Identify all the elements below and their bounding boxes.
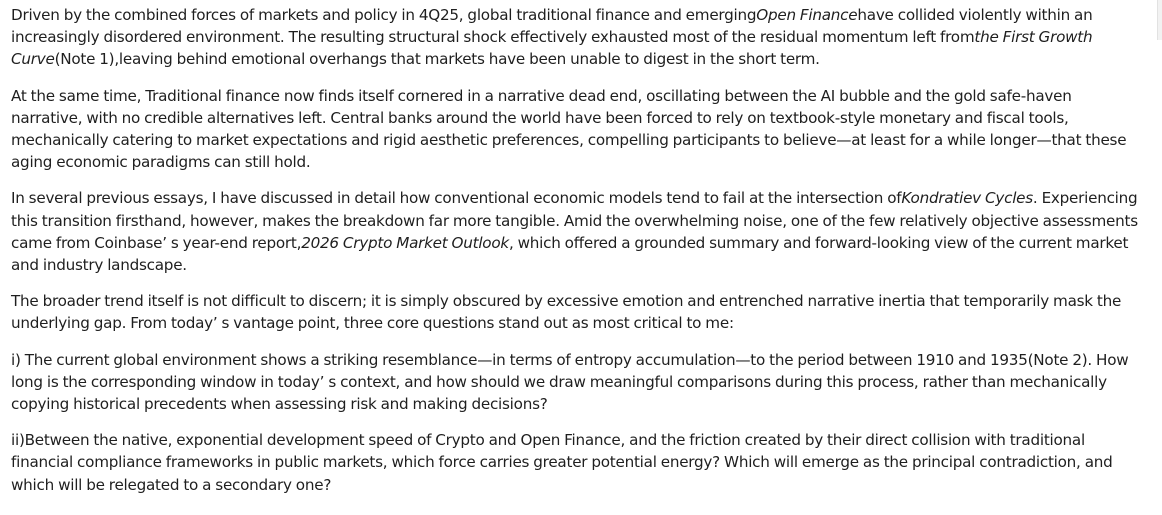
text-run: , which offered a grounded summary and forward-looking view of the current market and industry landscape.	[11, 233, 1129, 275]
text-run: At the same time, Traditional finance now finds itself cornered in a narrative dead end, oscillating between the AI bubble and the gold safe-haven narrative, with no credible alternatives left. Central banks around the world have been forced to rely on textbook-style monetary and fiscal tools, mechanically catering to market expectations and rigid aesthetic preferences, compelling participants to believe—at least for a while longer—that these aging economic paradigms can still hold.	[11, 86, 1127, 172]
paragraph-5	[11, 349, 1146, 416]
italic-term-first-growth-curve: the First Growth Curve	[11, 28, 1093, 69]
text-run: Driven by the combined forces of markets and policy in 4Q25, global traditional finance and emerging	[11, 6, 757, 24]
italic-term-open-finance: Open Finance	[756, 6, 858, 24]
text-run: have collided violently within an increasingly disordered environment. The resulting structural shock effectively exhausted most of the residual momentum left from	[11, 6, 1093, 47]
paragraph-6	[11, 429, 1146, 496]
paragraph-3	[11, 187, 1146, 276]
italic-term-kondratiev-cycles: Kondratiev Cycles	[901, 189, 1033, 208]
scrollbar[interactable]	[1157, 0, 1162, 40]
text-run: . Experiencing this transition firsthand, however, makes the breakdown far more tangible. Amid the overwhelming noise, one of the few relatively objective assessments came from Coinbase’ s year-end report,	[11, 189, 1138, 252]
text-run: (Note 1),leaving behind emotional overhangs that markets have been unable to digest in the short term.	[54, 50, 820, 69]
article-body	[11, 4, 1146, 510]
paragraph-2	[11, 85, 1146, 174]
text-run: i) The current global environment shows a striking resemblance—in terms of entropy accumulation—to the period between 1910 and 1935(Note 2). How long is the corresponding window in today’ s context, and how should we draw meaningful comparisons during this process, rather than mechanically copying historical precedents when assessing risk and making decisions?	[11, 350, 1129, 414]
italic-report-title: 2026 Crypto Market Outlook	[301, 233, 509, 252]
text-run: The broader trend itself is not difficult to discern; it is simply obscured by excessive emotion and entrenched narrative inertia that temporarily mask the underlying gap. From today’ s vantage point, three core questions stand out as most critical to me:	[11, 292, 1122, 333]
text-run: ii)Between the native, exponential development speed of Crypto and Open Finance, and the friction created by their direct collision with traditional financial compliance frameworks in public markets, which force carries greater potential energy? Which will emerge as the principal contradiction, and which will be relegated to a secondary one?	[11, 431, 1113, 494]
paragraph-4	[11, 290, 1146, 334]
text-run: In several previous essays, I have discussed in detail how conventional economic models tend to fail at the intersection of	[11, 189, 902, 208]
paragraph-1	[11, 4, 1146, 71]
